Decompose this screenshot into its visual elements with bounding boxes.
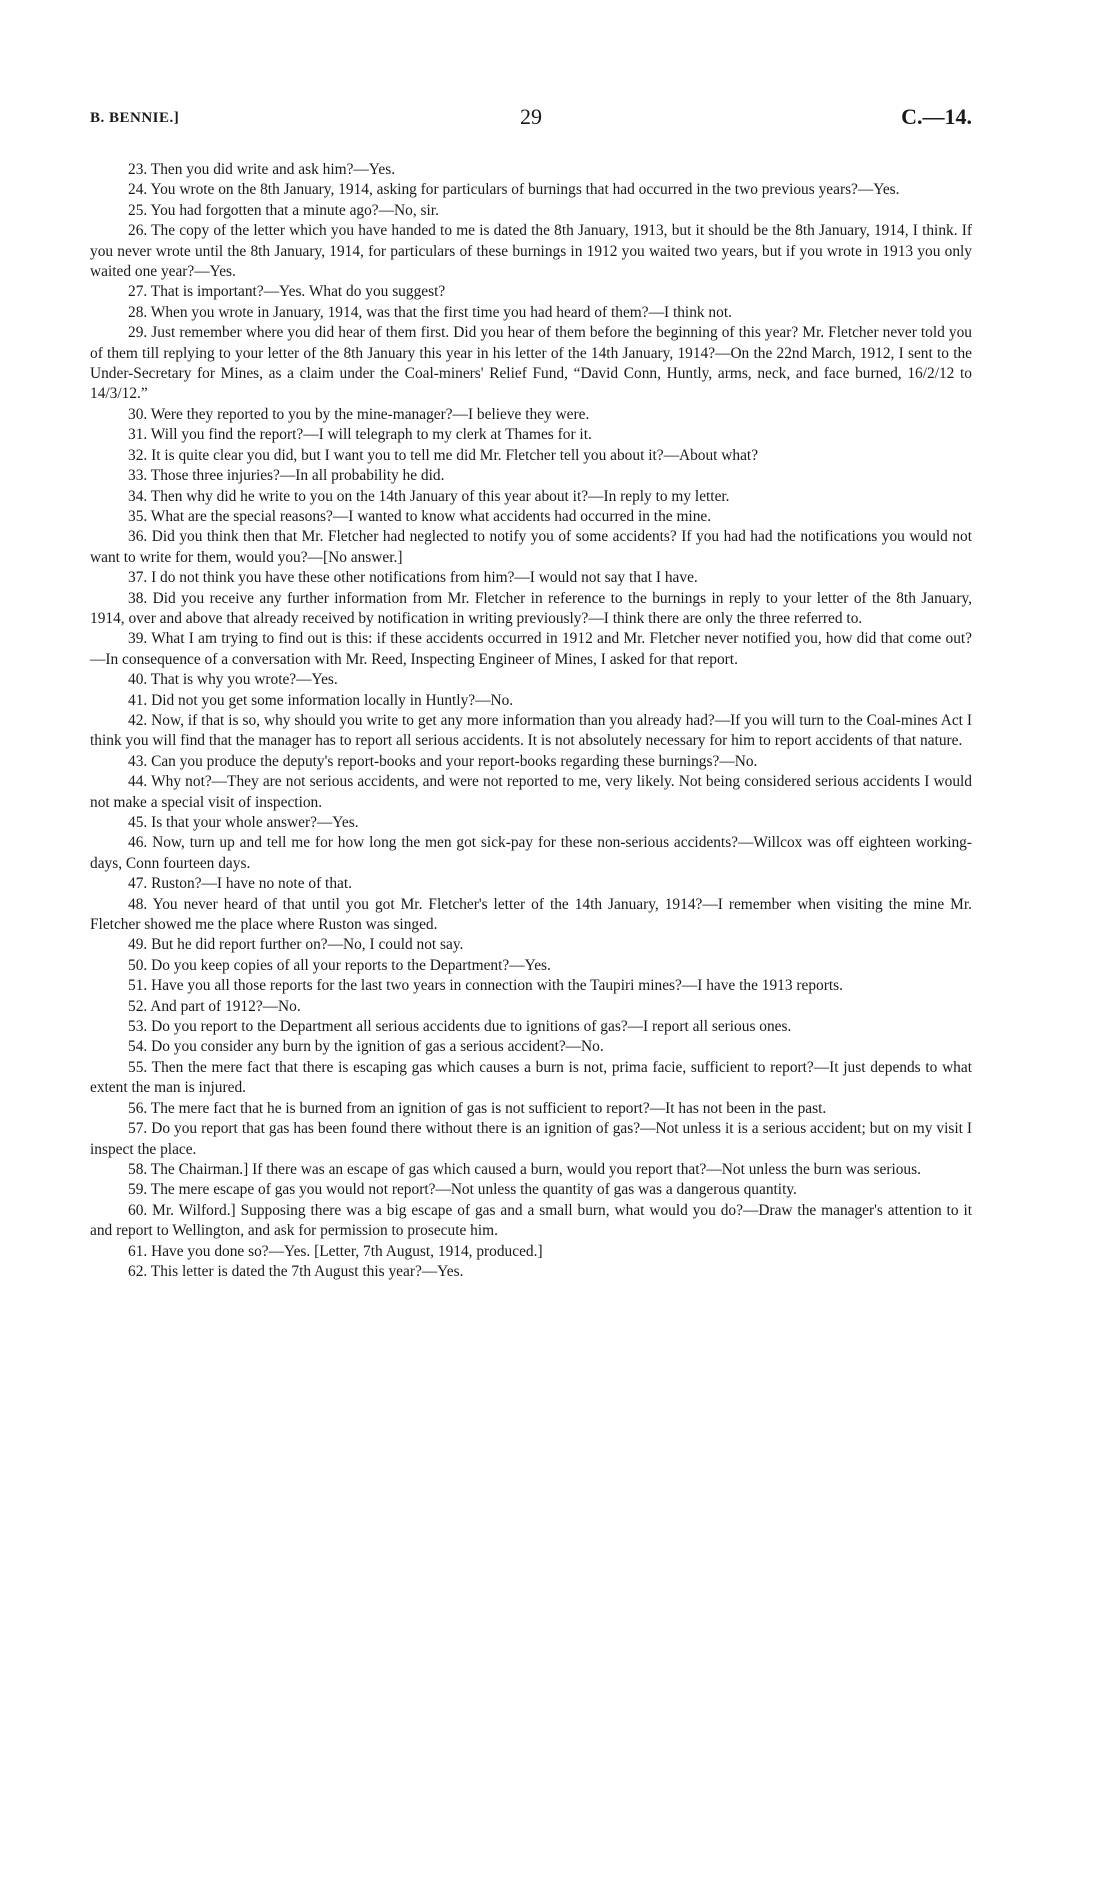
paragraph: 38. Did you receive any further information from Mr. Fletcher in reference to the burnings in reply to your letter of the 8th January, 1914, over and above that already received by notification in writing previously?—I think there are only the three referred to.: [90, 589, 972, 627]
paragraph: 30. Were they reported to you by the mine-manager?—I believe they were.: [128, 405, 590, 423]
paragraph: 44. Why not?—They are not serious accidents, and were not reported to me, very likely. Not being considered serious accidents I would not make a special visit of inspection.: [90, 773, 972, 811]
document-body: [90, 160, 972, 1282]
paragraph: 28. When you wrote in January, 1914, was that the first time you had heard of them?—I think not.: [128, 303, 732, 321]
paragraph: 24. You wrote on the 8th January, 1914, asking for particulars of burnings that had occurred in the two previous years?—Yes.: [128, 181, 900, 199]
paragraph: 26. The copy of the letter which you have handed to me is dated the 8th January, 1913, but it should be the 8th January, 1914, I think. If you never wrote until the 8th January, 1914, for particulars of these burnings in 1912 you waited two years, but if you wrote in 1913 you only waited one year?—Yes.: [90, 222, 972, 281]
paragraph: 59. The mere escape of gas you would not report?—Not unless the quantity of gas was a dangerous quantity.: [128, 1181, 797, 1199]
paragraph: 23. Then you did write and ask him?—Yes.: [128, 161, 396, 178]
paragraph: 56. The mere fact that he is burned from an ignition of gas is not sufficient to report?—It has not been in the past.: [128, 1099, 827, 1117]
paragraph: 25. You had forgotten that a minute ago?—No, sir.: [128, 201, 439, 219]
paragraph: 32. It is quite clear you did, but I want you to tell me did Mr. Fletcher tell you about it?—About what?: [128, 446, 759, 464]
page-header: [90, 104, 972, 134]
paragraph: 35. What are the special reasons?—I wanted to know what accidents had occurred in the mine.: [128, 507, 712, 525]
paragraph: 40. That is why you wrote?—Yes.: [128, 671, 338, 689]
paragraph: 53. Do you report to the Department all serious accidents due to ignitions of gas?—I report all serious ones.: [128, 1018, 792, 1036]
paragraph: 48. You never heard of that until you got Mr. Fletcher's letter of the 14th January, 1914?—I remember when visiting the mine Mr. Fletcher showed me the place where Ruston was singed.: [90, 895, 972, 934]
paragraph: 39. What I am trying to find out is this: if these accidents occurred in 1912 and Mr. Fletcher never notified you, how did that come out?—In consequence of a conversation with Mr. Reed, Inspecting Engineer of Mines, I asked for that report.: [90, 630, 972, 668]
paragraph: 27. That is important?—Yes. What do you suggest?: [128, 283, 446, 301]
paragraph: 50. Do you keep copies of all your reports to the Department?—Yes.: [128, 956, 551, 974]
paragraph: 62. This letter is dated the 7th August this year?—Yes.: [128, 1262, 464, 1280]
paragraph: 57. Do you report that gas has been found there without there is an ignition of gas?—Not unless it is a serious accident; but on my visit I inspect the place.: [90, 1120, 972, 1158]
paragraph: 52. And part of 1912?—No.: [128, 997, 301, 1015]
paragraph: 37. I do not think you have these other notifications from him?—I would not say that I have.: [128, 569, 698, 587]
paragraph: 46. Now, turn up and tell me for how long the men got sick-pay for these non-serious accidents?—Willcox was off eighteen working-days, Conn fourteen days.: [90, 834, 972, 872]
paragraph: 33. Those three injuries?—In all probability he did.: [128, 467, 445, 485]
paragraph: 34. Then why did he write to you on the 14th January of this year about it?—In reply to my letter.: [128, 487, 730, 505]
paragraph: 55. Then the mere fact that there is escaping gas which causes a burn is not, prima facie, sufficient to report?—It just depends to what extent the man is injured.: [90, 1058, 972, 1097]
paragraph: 60. Mr. Wilford.] Supposing there was a big escape of gas and a small burn, what would you do?—Draw the manager's attention to it and report to Wellington, and ask for permission to prosecute him.: [90, 1201, 972, 1240]
paragraph: 42. Now, if that is so, why should you write to get any more information than you already had?—If you will turn to the Coal-mines Act I think you will find that the manager has to report all serious accidents. It is not absolutely necessary for him to report accidents of that nature.: [90, 711, 972, 750]
paragraph: 36. Did you think then that Mr. Fletcher had neglected to notify you of some accidents? If you had had the notifications you would not want to write for them, would you?—[No answer.]: [90, 528, 972, 566]
paragraph: 41. Did not you get some information locally in Huntly?—No.: [128, 691, 514, 709]
paragraph: 31. Will you find the report?—I will telegraph to my clerk at Thames for it.: [128, 426, 592, 444]
paragraph: 45. Is that your whole answer?—Yes.: [128, 814, 359, 831]
paragraph: 61. Have you done so?—Yes. [Letter, 7th August, 1914, produced.]: [128, 1242, 543, 1260]
paragraph: 29. Just remember where you did hear of them first. Did you hear of them before the beginning of this year? Mr. Fletcher never told you of them till replying to your letter of the 8th January this year in his letter of the 14th January, 1914?—On the 22nd March, 1912, I sent to the Under-Secretary for Mines, as a claim under the Coal-miners' Relief Fund, “David Conn, Huntly, arms, neck, and face burned, 16/2/12 to 14/3/12.”: [90, 324, 972, 403]
paragraph: 51. Have you all those reports for the last two years in connection with the Taupiri mines?—I have the 1913 reports.: [128, 977, 843, 995]
paragraph: 49. But he did report further on?—No, I could not say.: [128, 936, 464, 954]
paragraph: 54. Do you consider any burn by the ignition of gas a serious accident?—No.: [128, 1038, 604, 1056]
paragraph: 58. The Chairman.] If there was an escape of gas which caused a burn, would you report that?—Not unless the burn was serious.: [128, 1160, 921, 1178]
paragraph: 47. Ruston?—I have no note of that.: [128, 875, 352, 893]
witness-name: B. BENNIE.]: [90, 110, 180, 126]
page-number: 29: [520, 104, 542, 129]
paragraph: 43. Can you produce the deputy's report-books and your report-books regarding these burnings?—No.: [128, 752, 758, 770]
document-reference: C.—14.: [901, 104, 972, 129]
